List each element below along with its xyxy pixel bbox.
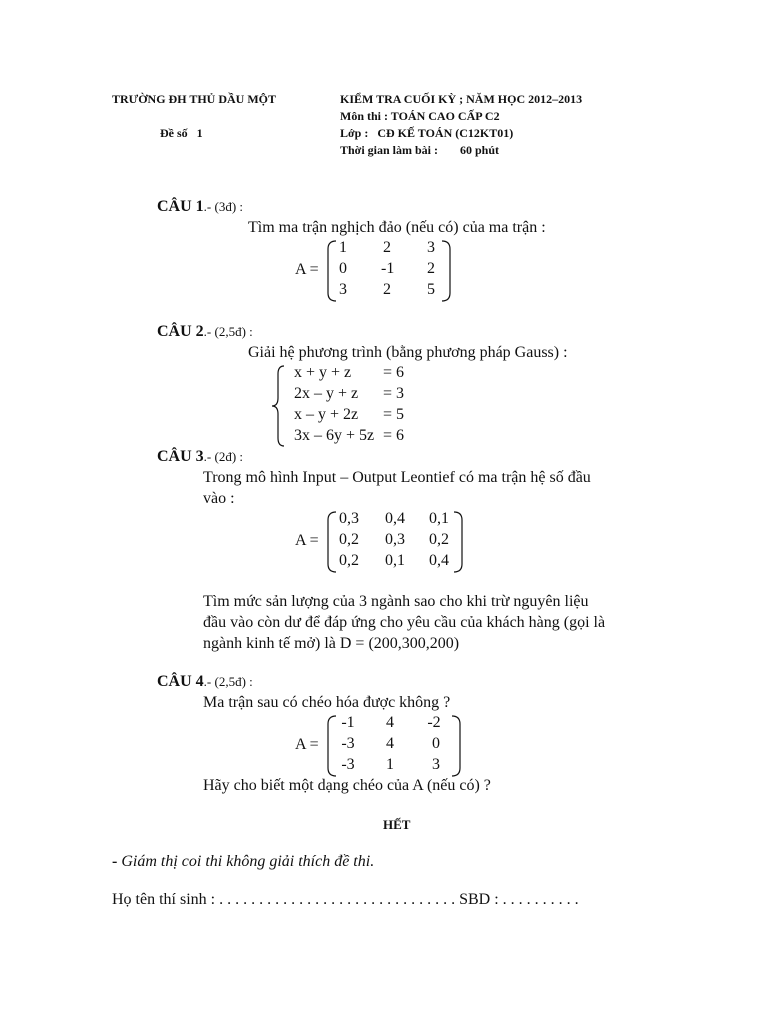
time-value: 60 phút [460,143,500,157]
exam-time [340,143,499,158]
question-3-title: CÂU 3 [157,448,204,465]
matrix-cell: 0,4 [429,552,449,569]
question-3-heading [157,448,243,466]
question-3-after-line-1: Tìm mức sản lượng của 3 ngành sao cho khi trừ nguyên liệu [203,593,589,610]
matrix-cell: -1 [381,260,395,277]
question-4-matrix-label: A = [295,736,319,753]
matrix-cell: 0,3 [339,510,359,527]
matrix-cell: 1 [386,756,394,773]
matrix-cell: 3 [432,756,440,773]
matrix-cell: 3 [427,239,435,256]
matrix-cell: 2 [427,260,435,277]
question-3-text-line-1: Trong mô hình Input – Output Leontief có ma trận hệ số đầu [203,469,591,486]
left-brace [270,364,290,448]
matrix-cell: 0 [432,735,440,752]
matrix-cell: -2 [427,714,441,731]
equation-lhs: 2x – y + z [294,385,359,402]
matrix-cell: -1 [341,714,355,731]
matrix-cell: 0,3 [385,531,405,548]
equation-rhs: = 3 [383,385,405,402]
question-4-matrix [326,714,462,778]
question-3-points: .- (2đ) : [203,449,244,464]
exam-number-label: Đề số [160,126,188,140]
note-dash: - [112,853,118,870]
question-1-matrix [326,239,452,303]
question-1-text: Tìm ma trận nghịch đảo (nếu có) của ma trận : [248,219,546,236]
matrix-cell: 0,1 [385,552,405,569]
time-label: Thời gian làm bài : [340,143,438,157]
exam-subject: Môn thi : TOÁN CAO CẤP C2 [340,109,500,123]
question-4-text: Ma trận sau có chéo hóa được không ? [203,694,451,711]
class-label: Lớp : [340,126,369,140]
end-mark: HẾT [383,817,411,832]
question-1-heading [157,198,243,216]
equation-lhs: 3x – 6y + 5z [294,427,375,444]
matrix-cell: 0 [339,260,347,277]
matrix-cell: 1 [339,239,347,256]
matrix-cell: 5 [427,281,435,298]
question-2-text: Giải hệ phương trình (bằng phương pháp Gauss) : [248,344,568,361]
equation-lhs: x + y + z [294,364,352,381]
question-3-text-line-2: vào : [203,490,235,507]
candidate-info-line: Họ tên thí sinh : . . . . . . . . . . . . . . . . . . . . . . . . . . . . . . SBD : . . . . . . . . . . [112,891,579,908]
matrix-cell: 0,2 [429,531,449,548]
matrix-cell: 2 [383,281,391,298]
question-1-points: .- (3đ) : [203,199,244,214]
question-4-heading [157,673,253,691]
equation-rhs: = 6 [383,364,405,381]
exam-class [340,126,513,141]
question-4-after: Hãy cho biết một dạng chéo của A (nếu có) ? [203,777,491,794]
question-3-after-line-2: đầu vào còn dư để đáp ứng cho yêu cầu của khách hàng (gọi là [203,614,606,631]
question-1-title: CÂU 1 [157,198,204,215]
matrix-cell: 0,4 [385,510,405,527]
matrix-cell: 3 [339,281,347,298]
equation-rhs: = 6 [383,427,405,444]
question-2-points: .- (2,5đ) : [203,324,253,339]
question-2-heading [157,323,253,341]
question-4-title: CÂU 4 [157,673,204,690]
exam-number-value: 1 [196,126,203,140]
question-3-matrix-label: A = [295,532,319,549]
matrix-cell: 0,2 [339,531,359,548]
matrix-cell: -3 [341,756,355,773]
equation-lhs: x – y + 2z [294,406,359,423]
question-3-after-line-3: ngành kinh tế mở) là D = (200,300,200) [203,635,460,652]
matrix-cell: 4 [386,735,394,752]
equation-rhs: = 5 [383,406,405,423]
matrix-cell: 0,2 [339,552,359,569]
question-1-matrix-label: A = [295,261,319,278]
equation-system [270,364,420,448]
matrix-cell: 2 [383,239,391,256]
matrix-cell: 0,1 [429,510,449,527]
note-text: Giám thị coi thi không giải thích đề thi. [121,853,375,870]
exam-title: KIỂM TRA CUỐI KỲ ; NĂM HỌC 2012–2013 [340,92,583,106]
exam-number [160,126,203,141]
question-2-title: CÂU 2 [157,323,204,340]
school-name: TRƯỜNG ĐH THỦ DẦU MỘT [112,92,277,106]
matrix-cell: 4 [386,714,394,731]
class-value: CĐ KẾ TOÁN (C12KT01) [377,126,514,140]
matrix-cell: -3 [341,735,355,752]
question-3-matrix [326,510,464,574]
question-4-points: .- (2,5đ) : [203,674,253,689]
proctor-note [112,853,374,871]
